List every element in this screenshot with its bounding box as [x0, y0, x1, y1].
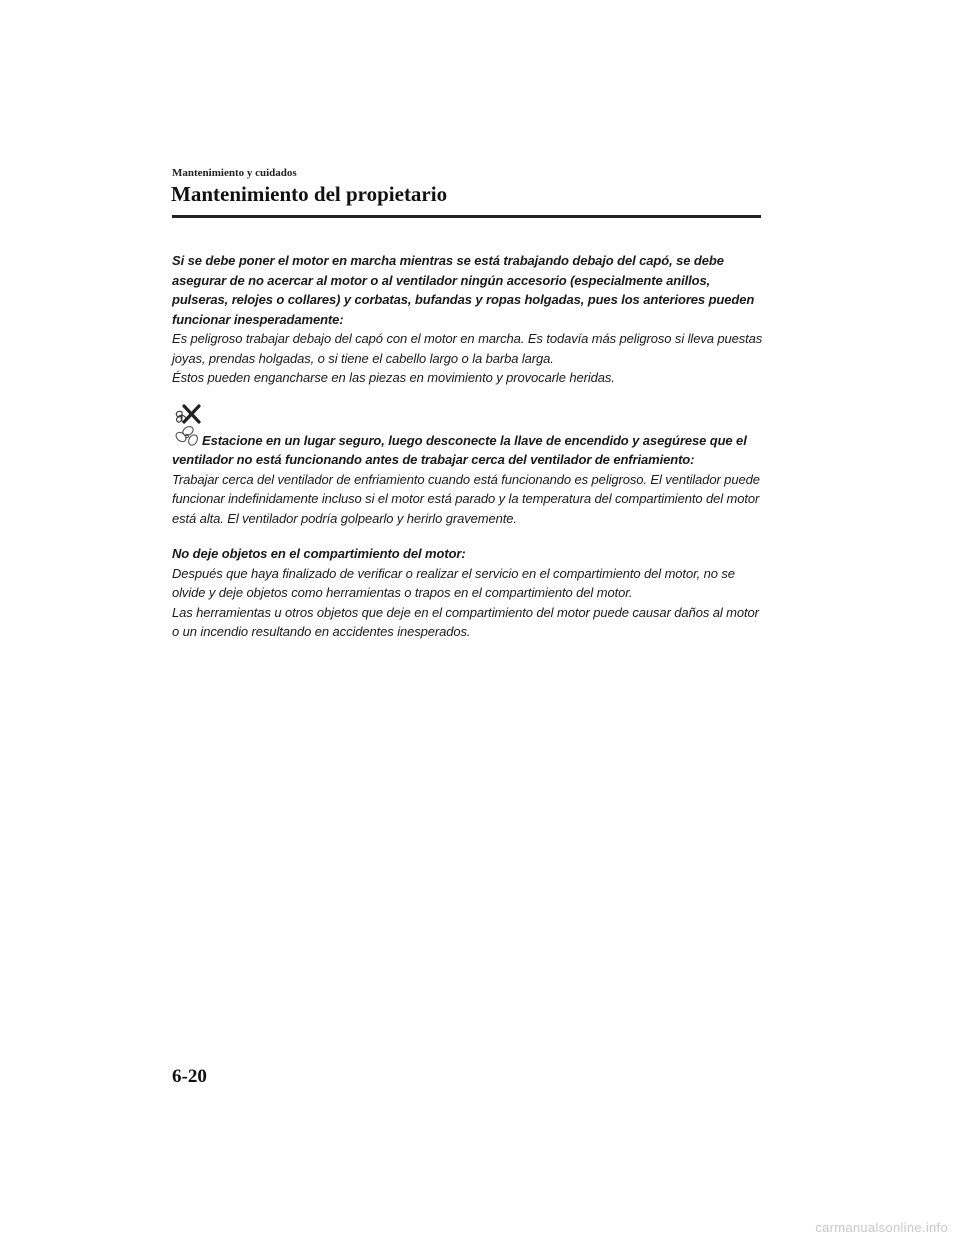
warning-engine-running [172, 251, 764, 388]
warning-body: Éstos pueden engancharse en las piezas en movimiento y provocarle heridas. [172, 370, 615, 385]
warning-body: Es peligroso trabajar debajo del capó con el motor en marcha. Es todavía más peligroso si lleva puestas joyas, prendas holgadas, o si tiene el cabello largo o la barba larga. [172, 331, 763, 366]
section-label: Mantenimiento y cuidados [172, 167, 297, 179]
warning-body: Las herramientas u otros objetos que deje en el compartimiento del motor puede causar daños al motor o un incendio resultando en accidentes inesperados. [172, 604, 759, 639]
warning-heading: Estacione en un lugar seguro, luego desconecte la llave de encendido y asegúrese que el ventilador no está funcionando antes de trabajar cerca del ventilador de enfriamiento: [172, 432, 747, 467]
warning-cooling-fan [172, 404, 764, 529]
warning-heading: No deje objetos en el compartimiento del motor: [172, 546, 466, 561]
warning-body: Trabajar cerca del ventilador de enfriamiento cuando está funcionando es peligroso. El ventilador puede funcionar indefinidamente incluso si el motor está parado y la temperatura del compartimiento del motor está alta. El ventilador podría golpearlo y herirlo gravemente. [172, 471, 760, 526]
warning-content [172, 251, 764, 642]
warning-engine-objects [172, 544, 764, 642]
warning-heading: Si se debe poner el motor en marcha mientras se está trabajando debajo del capó, se debe asegurar de no acercar al motor o al ventilador ningún accesorio (especialmente anillos, pulseras, relojes o collares) y corbatas, bufandas y ropas holgadas, pues los anteriores pueden funcionar inesperadamente: [172, 253, 755, 327]
cooling-fan-warning-icon [172, 404, 206, 448]
warning-body: Después que haya finalizado de verificar o realizar el servicio en el compartimiento del motor, no se olvide y deje objetos como herramientas o trapos en el compartimiento del motor. [172, 565, 735, 600]
title-divider [172, 215, 761, 218]
page-number: 6-20 [172, 1066, 207, 1087]
page-title: Mantenimiento del propietario [171, 182, 448, 206]
watermark: carmanualsonline.info [815, 1220, 948, 1235]
